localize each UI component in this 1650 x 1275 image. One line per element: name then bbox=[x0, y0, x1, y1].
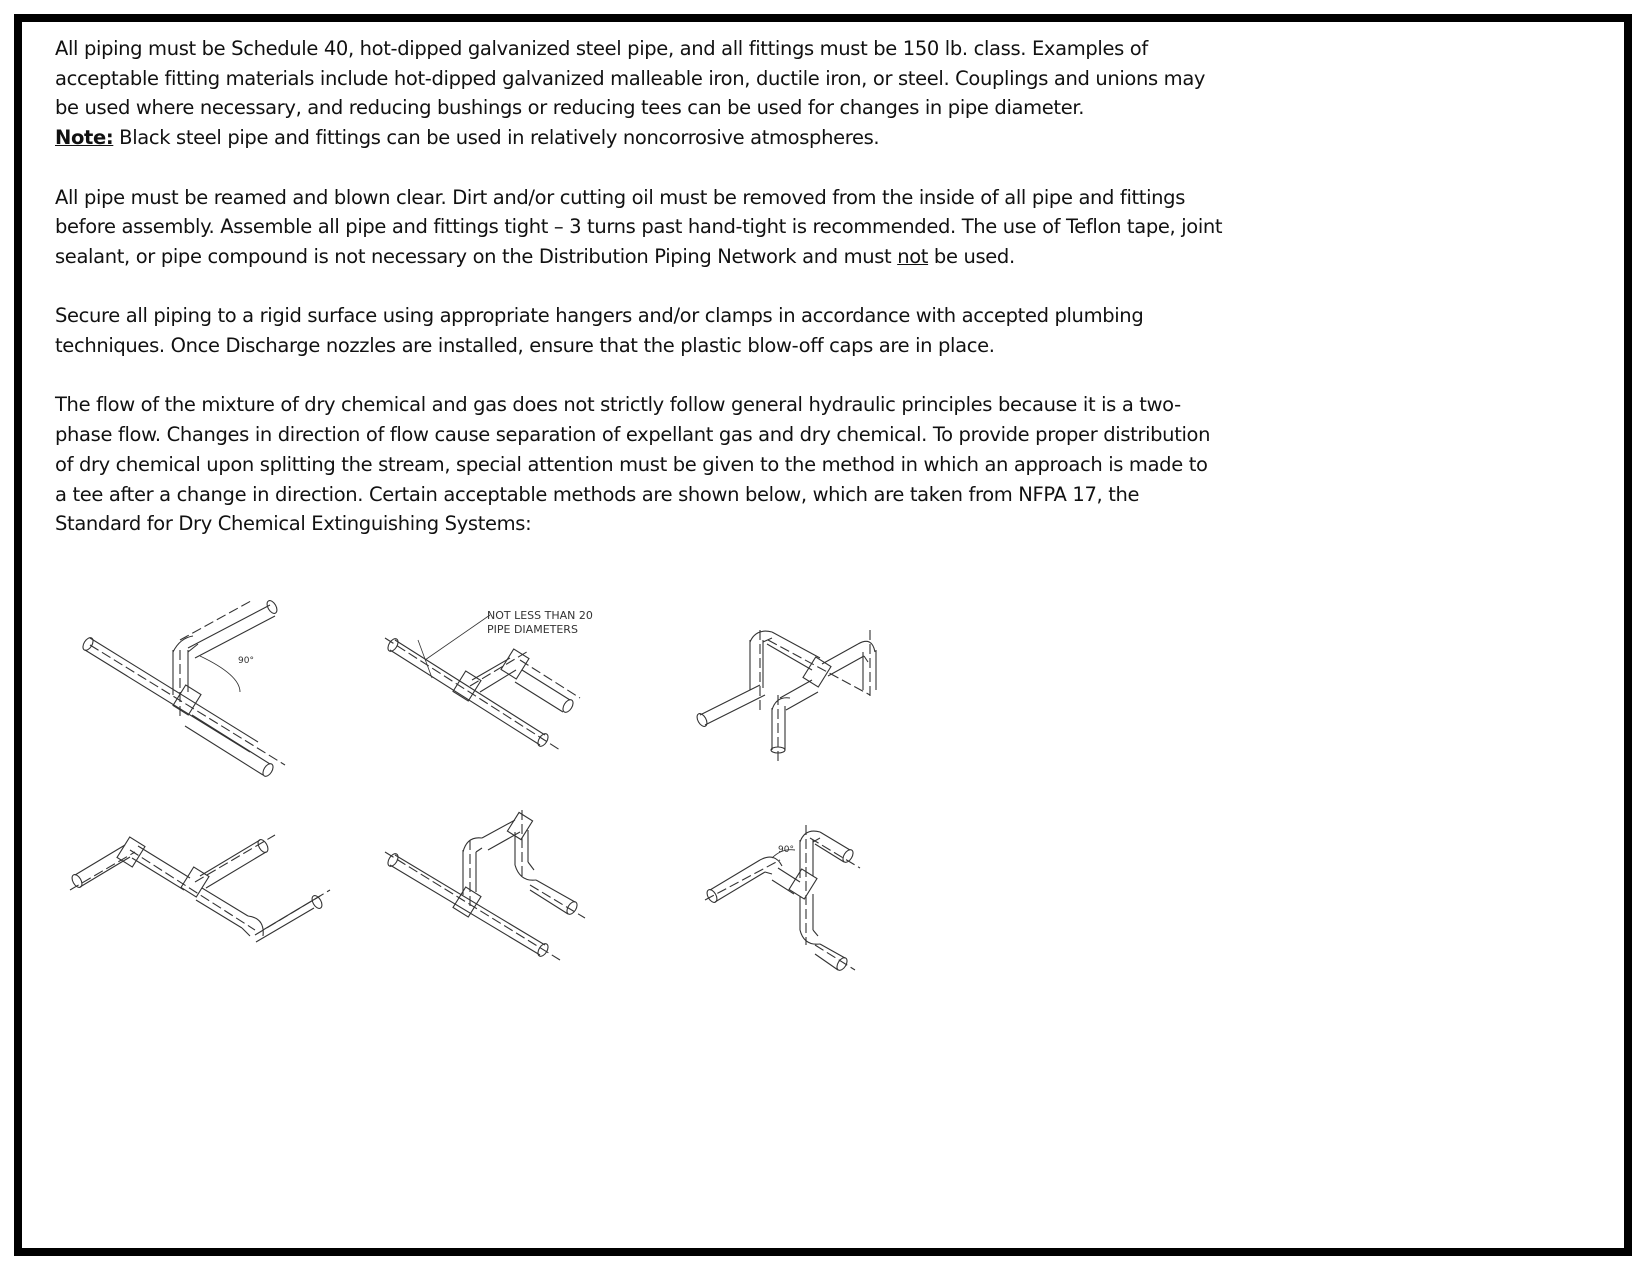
angle-label: 90° bbox=[238, 656, 254, 666]
figure-tee-twenty-diameters bbox=[385, 609, 593, 750]
note-label-line2: PIPE DIAMETERS bbox=[487, 623, 578, 636]
figure-tee-after-elbow-90 bbox=[81, 600, 285, 778]
note-label-line1: NOT LESS THAN 20 bbox=[487, 609, 593, 622]
figure-riser-tee bbox=[385, 810, 585, 960]
paragraph-flow bbox=[55, 390, 1225, 539]
angle-label: 90° bbox=[778, 845, 794, 855]
paragraph-assembly bbox=[55, 183, 1225, 272]
paragraph-text: All piping must be Schedule 40, hot-dipped galvanized steel pipe, and all fittings must be 150 lb. class. Examples of acceptable fitting materials include hot-dipped galvanized malleable iron, ductile iron, or steel. Couplings and unions may be used where necessary, and reducing bushings or reducing tees can be used for changes in pipe diameter. bbox=[55, 37, 1206, 120]
note-label: Note: bbox=[55, 126, 114, 150]
figure-tee-with-90-angle bbox=[705, 825, 860, 972]
piping-figures bbox=[60, 600, 960, 1020]
paragraph-text: The flow of the mixture of dry chemical and gas does not strictly follow general hydraulic principles because it is a two-phase flow. Changes in direction of flow cause separation of expellant gas and dry chemical. To provide proper distribution of dry chemical upon splitting the stream, special attention must be given to the method in which an approach is made to a tee after a change in direction. Certain acceptable methods are shown below, which are taken from NFPA 17, the Standard for Dry Chemical Extinguishing Systems: bbox=[55, 393, 1211, 536]
figure-tee-vertical-approach bbox=[695, 630, 876, 765]
note-text: Black steel pipe and fittings can be used in relatively noncorrosive atmospheres. bbox=[113, 126, 880, 150]
emphasis-not: not bbox=[897, 244, 929, 268]
paragraph-piping-materials bbox=[55, 34, 1225, 153]
figure-double-elbow-tee bbox=[70, 835, 330, 942]
paragraph-text: Secure all piping to a rigid surface using appropriate hangers and/or clamps in accordance with accepted plumbing techniques. Once Discharge nozzles are installed, ensure that the plastic blow-off caps are in place. bbox=[55, 304, 1144, 357]
body-text bbox=[55, 34, 1225, 569]
paragraph-text: be used. bbox=[928, 244, 1015, 268]
paragraph-securing bbox=[55, 301, 1225, 360]
paragraph-text: All pipe must be reamed and blown clear. Dirt and/or cutting oil must be removed from the inside of all pipe and fittings before assembly. Assemble all pipe and fittings tight – 3 turns past hand-tight is recommended. The use of Teflon tape, joint sealant, or pipe compound is not necessary on the Distribution Piping Network and must bbox=[55, 185, 1223, 268]
